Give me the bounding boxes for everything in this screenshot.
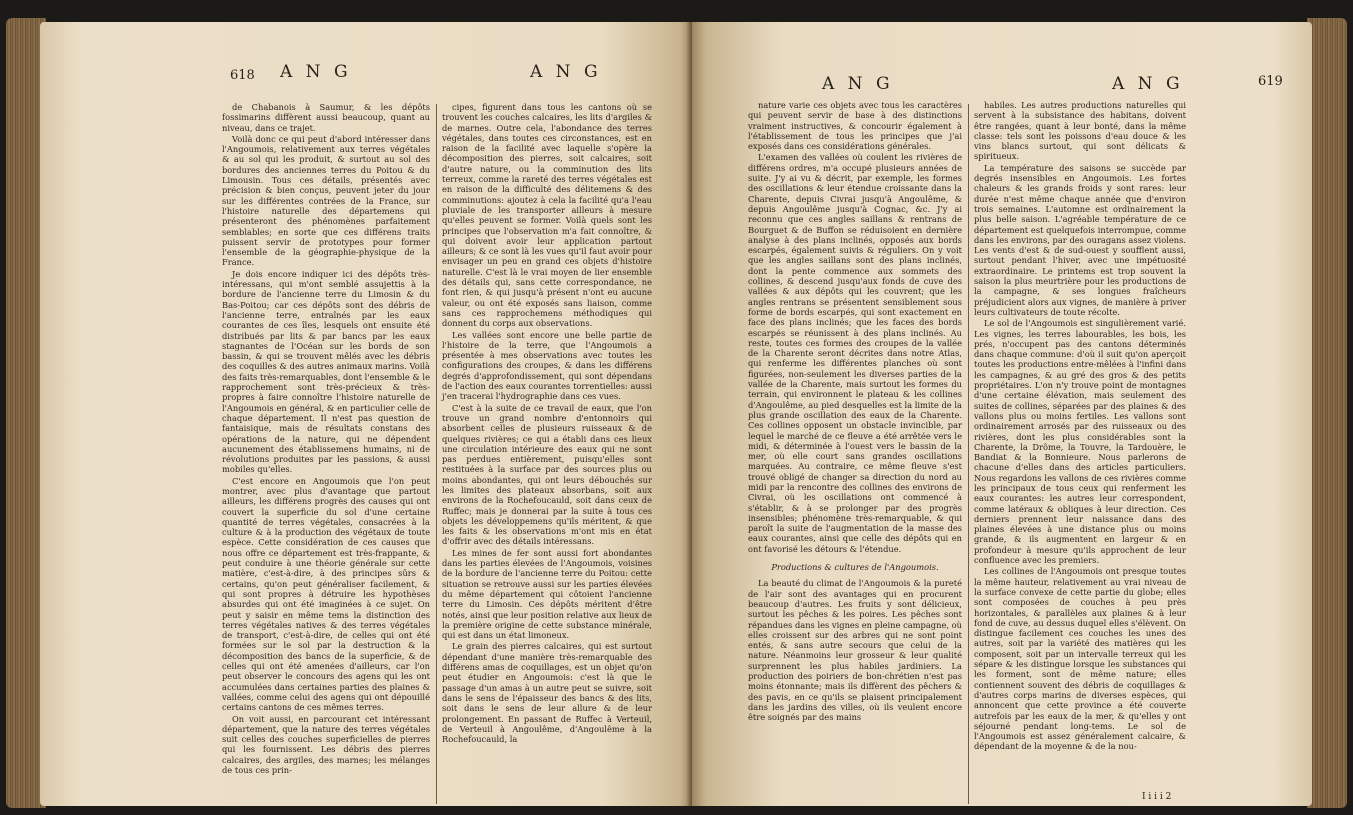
paragraph: Voilà donc ce qui peut d'abord intéresser dans l'Angoumois, relativement aux terres végétales & au sol qui les produit, & surtout au sol des bordures des anciennes terres du Poitou & du Limousin. Tous ces détails, présentés avec précision & bien conçus, peuvent jeter du jour sur les différentes contrées de la France, sur l'histoire naturelle des départemens qui présenteront des phénomènes parfaitement semblables; en sorte que ces différens traits puissent servir de prototypes pour former l'ensemble de la géographie-physique de la France. [222,133,430,268]
paragraph: C'est à la suite de ce travail de eaux, que l'on trouve un grand nombre d'entonnoirs qui absorbent celles de plusieurs ruisseaux & de quelques rivières; ce qui a établi dans ces lieux une circulation intérieure des eaux qui ne sont pas perdues entièrement, puisqu'elles sont restituées à la surface par des sources plus ou moins abondantes, qui ont leurs débouchés sur les limites des plateaux absorbans, soit aux environs de la Rochefoucauld, soit dans ceux de Ruffec; mais je donnerai par la suite à tous ces objets les développemens qu'ils méritent, & que les faits & les observations m'ont mis en état d'offrir avec des détails intéressans. [442,402,652,547]
paragraph: Les collines de l'Angoumois ont presque toutes la même hauteur, relativement au vrai niveau de la surface convexe de cette partie du globe; elles sont composées de couches à peu près horizontales, & parallèles aux plaines & à leur fond de cuve, au dessus duquel elles s'élèvent. On distingue facilement ces couches les unes des autres, soit par la variété des matières qui les composent, soit par un intervalle terreux qui les sépare & les distingue lorsque les substances qui les forment, sont de même nature; elles contiennent souvent des débris de coquillages & d'autres corps marins de diverses espèces, qui annoncent que cette province a été couverte autrefois par les eaux de la mer, & qu'elles y ont séjourné pendant long-tems. Le sol de l'Angoumois est assez généralement calcaire, & dépendant de la moyenne & de la nou- [974,566,1186,752]
running-head-left: A N G [822,74,894,94]
right-page-column-1 [748,100,962,724]
running-head-right: A N G [1112,74,1184,94]
paragraph: La beauté du climat de l'Angoumois & la pureté de l'air sont des avantages qui en procurent beaucoup d'autres. Les fruits y sont délicieux, surtout les pêches & les poires. Les pêches sont répandues dans les vignes en pleine campagne, où elles croissent sur des arbres qui ne sont point entés, & sans autre secours que celui de la nature. Néanmoins leur grosseur & leur qualité surprennent les plus habiles jardiniers. La production des poiriers de bon-chrétien n'est pas moins étonnante; mais ils diffèrent des pêchers & des pavis, en ce qu'ils se plaisent principalement dans les jardins des villes, où ils veulent encore être soignés par des mains [748,578,962,723]
paragraph: L'examen des vallées où coulent les rivières de différens ordres, m'a occupé plusieurs années de suite. J'y ai vu & décrit, par exemple, les formes des oscillations & leur étendue croissante dans la Charente, depuis Civrai jusqu'à Angoulême, & depuis Angoulême jusqu'à Cognac, &c. J'y ai reconnu que ces angles saillans & rentrans de Bourguet & de Buffon se réduisoient en dernière analyse à des plans inclinés, opposés aux bords escarpés, également suivis & réguliers. On y voit que les angles saillans sont des plans inclinés, dont la pente commence aux sommets des collines, & descend jusqu'aux fonds de cuve des vallées & aux dépôts qui les couvrent; que les angles rentrans se présentent sensiblement sous forme de bords escarpés, qui sont exactement en face des plans inclinés; que les faces des bords escarpés se réunissent à des plans inclinés. Au reste, toutes ces formes des croupes de la vallée de la Charente seront décrites dans notre Atlas, qui renferme les différentes planches où sont figurées, non-seulement les diverses parties de la vallée de la Charente, mais surtout les formes du terrain, qui environnent le plateau & les collines d'Angoulême, au pied desquelles est la limite de la plus grande oscillation des eaux de la Charente. Ces collines opposent un obstacle invincible, par lequel le marché de ce fleuve a été arrêtée vers le midi, & déterminée à l'ouest vers le bassin de la mer, où elle court sans grandes oscillations marquées. Au contraire, ce même fleuve s'est trouvé obligé de changer sa direction du nord au midi par la rencontre des collines des environs de Civrai, où les oscillations ont commencé à s'établir, & à se prolonger par des progrès insensibles; phénomène très-remarquable, & qui paroît la suite de l'augmentation de la masse des eaux courantes, ainsi que celle des dépôts qui en ont favorisé les détours & l'étendue. [748,152,962,554]
paragraph: habiles. Les autres productions naturelles qui servent à la subsistance des habitans, doivent être rangées, quant à leur bonté, dans la même classe: tels sont les poissons d'eau douce & les vins blancs surtout, qui sont délicats & spiritueux. [974,100,1186,162]
right-page-column-2 [974,100,1186,753]
column-rule [968,104,969,804]
paragraph: Les vallées sont encore une belle partie de l'histoire de la terre, que l'Angoumois a présentée à mes observations avec toutes les configurations des croupes, & dans les différens degrés d'approfondissement, qui sont dépendans de l'action des eaux courantes torrentielles: aussi j'en tracerai l'hydrographie dans ces vues. [442,329,652,402]
paragraph: On voit aussi, en parcourant cet intéressant département, que la nature des terres végétales suit celles des couches superficielles de pierres qui les fournissent. Les débris des pierres calcaires, des argiles, des marnes; les mélanges de tous ces prin- [222,713,430,775]
paragraph: La température des saisons se succède par degrés insensibles en Angoumois. Les fortes chaleurs & les grands froids y sont rares: leur durée n'est même chaque année que d'environ trois semaines. L'automne est ordinairement la plus belle saison. L'agréable température de ce département est quelquefois interrompue, comme dans les environs, par des ouragans assez violens. Les vents d'est & de sud-ouest y soufflent aussi, surtout pendant l'hiver, avec une impétuosité extraordinaire. Le printems est trop souvent la saison la plus meurtrière pour les productions de la campagne, & ses longues fraîcheurs préjudicient alors aux vignes, de manière à priver leurs cultivateurs de toute récolte. [974,162,1186,317]
page-number: 618 [230,68,255,83]
signature-mark: I i i i 2 [1142,792,1172,802]
left-page-column-1 [222,102,430,776]
column-rule [436,104,437,804]
paragraph: Je dois encore indiquer ici des dépôts très-intéressans, qui m'ont semblé assujettis à la bordure de l'ancienne terre du Limosin & du Bas-Poitou; car ces dépôts sont des débris de l'ancienne terre, entraînés par les eaux courantes de ces îles, lesquels ont ensuite été distribués par lits & par bancs par les eaux stagnantes de l'Océan sur les bords de son bassin, & qui se trouvent mêlés avec les débris des coquilles & des autres animaux marins. Voilà des faits très-remarquables, dont l'ensemble & le rapprochement sont très-précieux & très-propres à faire connoître l'histoire naturelle de l'Angoumois en général, & en particulier celle de chaque département. Il n'est pas question de fantaisique, mais de résultats constans des opérations de la nature, qui ne dépendent aucunement des établissemens humains, ni de révolutions produites par les passions, & aussi mobiles qu'elles. [222,268,430,475]
right-page [692,22,1312,806]
left-page [40,22,692,806]
paragraph: Les mines de fer sont aussi fort abondantes dans les parties élevées de l'Angoumois, voisines de la bordure de l'ancienne terre du Poitou: cette situation se retrouve aussi sur les parties élevées du même département qui côtoient l'ancienne terre du Limosin. Ces dépôts méritent d'être notés, ainsi que leur position relative aux lieux de la première origine de cette substance minérale, qui est dans un état limoneux. [442,547,652,641]
paragraph: de Chabanois à Saumur, & les dépôts fossimarins diffèrent aussi beaucoup, quant au niveau, dans ce trajet. [222,102,430,133]
paragraph: C'est encore en Angoumois que l'on peut montrer, avec plus d'avantage que partout ailleurs, les différens progrès des causes qui ont couvert la superficie du sol d'une certaine quantité de terres végétales, consacrées à la culture & à la production des végétaux de toute espèce. Cette considération de ces causes que nous offre ce département est très-frappante, & peut conduire à une théorie générale sur cette matière, c'est-à-dire, à des principes sûrs & certains, qu'on peut généraliser facilement, & qui sont propres à détruire les hypothèses absurdes qui ont été imaginées à ce sujet. On peut y saisir en même tems la distinction des terres végétales natives & des terres végétales de transport, c'est-à-dire, de celles qui ont été formées sur le sol par la destruction & la décomposition des bancs de la superficie, & de celles qui ont été amenées d'ailleurs, car l'on peut observer le concours des agens qui les ont accumulées dans certaines parties des plaines & vallées, comme celui des agens qui ont dépouillé certains cantons de ces mêmes terres. [222,475,430,713]
paragraph: nature varie ces objets avec tous les caractères qui peuvent servir de base à des distinctions vraiment instructives, & concourir également à l'établissement de tous les principes que j'ai exposés dans ces considérations générales. [748,100,962,152]
section-heading: Productions & cultures de l'Angoumois. [771,562,939,573]
paragraph: Le sol de l'Angoumois est singulièrement varié. Les vignes, les terres labourables, les bois, les prés, n'occupent pas des cantons déterminés dans chaque commune: d'où il suit qu'on aperçoit toutes les productions entre-mêlées à l'infini dans les campagnes, & au gré des gros & des petits propriétaires. L'on n'y trouve point de montagnes d'une certaine élévation, mais seulement des suites de collines, séparées par des plaines & des vallons plus ou moins fertiles. Les vallons sont ordinairement arrosés par des ruisseaux ou des rivières, dont les plus considérables sont la Charente, la Drôme, la Touvre, la Tardouère, le Bandiat & la Bonnieure. Nous parlerons de chacune d'elles dans des articles particuliers. Nous regardons les vallons de ces rivières comme les principaux de tous ceux qui renferment les eaux courantes: les autres leur correspondent, comme latéraux & obliques à leur direction. Ces derniers prennent leur naissance dans des plaines élevées à une distance plus ou moins grande, & ils augmentent en largeur & en profondeur à mesure qu'ils approchent de leur confluence avec les premiers. [974,318,1186,566]
paragraph: cipes, figurent dans tous les cantons où se trouvent les couches calcaires, les lits d'argiles & de marnes. Outre cela, l'abondance des terres végétales, dans toutes ces circonstances, est en raison de la facilité avec laquelle s'opère la décomposition des pierres, soit calcaires, soit d'autre nature, ou la comminution des lits terreux, comme la rareté des terres végétales est en raison de la difficulté des délitemens & des comminutions: ajoutez à cela la facilité qu'a l'eau pluviale de les transporter ailleurs à mesure qu'elles peuvent se former. Voilà quels sont les principes que l'observation m'a fait connoître, & qui doivent avoir leur application partout ailleurs; & ce sont là les vues qu'il faut avoir pour envisager un peu en grand ces objets d'histoire naturelle. C'est là le vrai moyen de lier ensemble des détails qui, sans cette correspondance, ne font rien, & qui jusqu'à présent n'ont eu aucune valeur, ou ont été exposés sans liaison, comme sans ces rapprochemens méthodiques qui donnent du corps aux observations. [442,102,652,329]
right-page-edges [1307,18,1347,808]
running-head-left: A N G [280,62,352,82]
running-head-right: A N G [530,62,602,82]
paragraph: Le grain des pierres calcaires, qui est surtout dépendant d'une manière très-remarquable des différens amas de coquillages, est un objet qu'on peut étudier en Angoumois: c'est là que le passage d'un amas à un autre peut se suivre, soit dans le sens de l'épaisseur des bancs & des lits, soit dans le sens de leur allure & de leur prolongement. En passant de Ruffec à Verteuil, de Verteuil à Angoulême, d'Angoulême à la Rochefoucauld, la [442,641,652,745]
page-number: 619 [1258,74,1283,89]
left-page-column-2 [442,102,652,745]
